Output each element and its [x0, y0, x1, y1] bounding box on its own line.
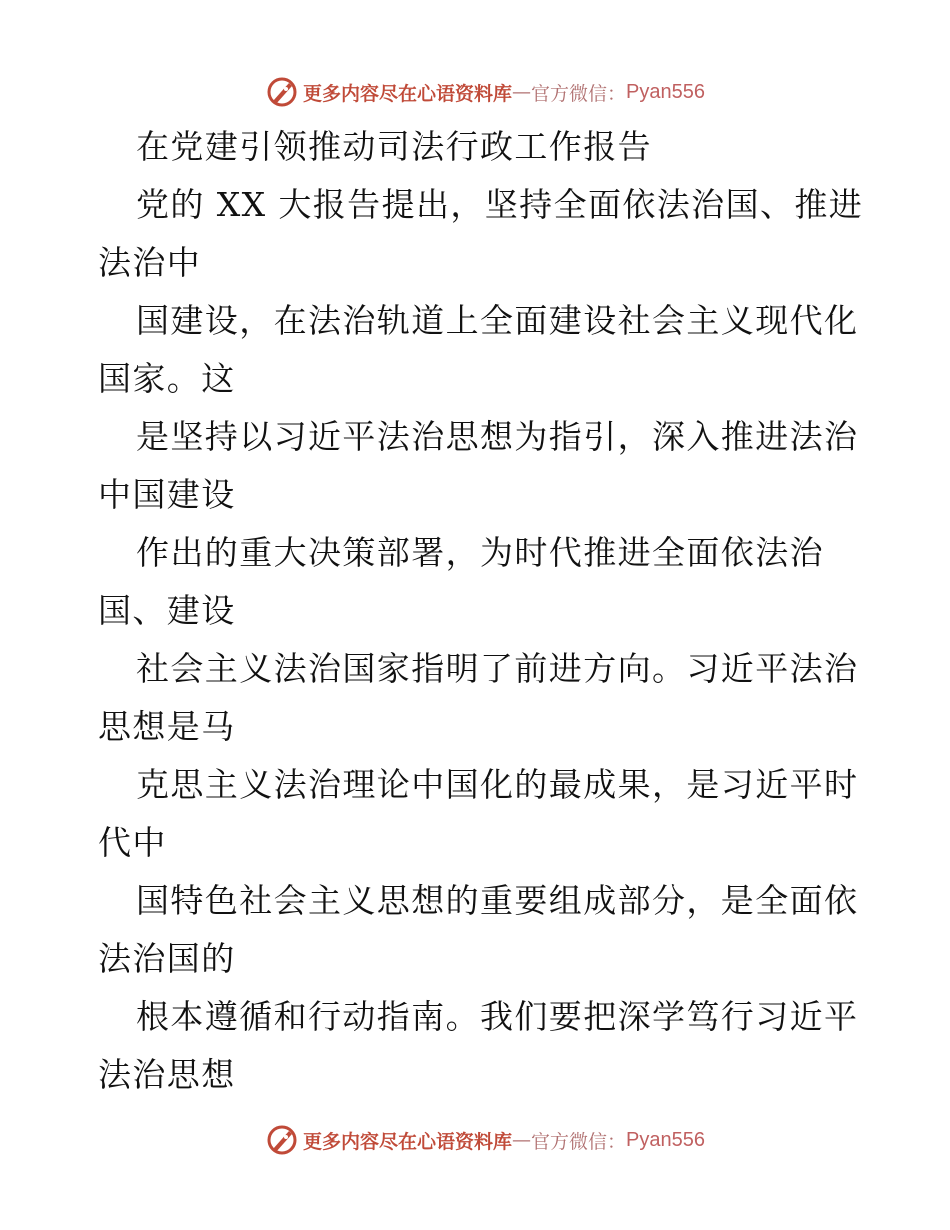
paragraph-line: 国特色社会主义思想的重要组成部分，是全面依	[136, 881, 859, 920]
footer-banner	[0, 1120, 950, 1160]
banner-dash: —	[512, 81, 532, 103]
paragraph-line: 国家。这	[98, 359, 236, 398]
document-title: 在党建引领推动司法行政工作报告	[136, 127, 652, 166]
paragraph-line: 是坚持以习近平法治思想为指引，深入推进法治	[136, 417, 859, 456]
banner-wechat-label: 官方微信：	[531, 1130, 627, 1153]
banner-main-text: 更多内容尽在心语资料库	[303, 82, 513, 105]
paragraph-line: 社会主义法治国家指明了前进方向。习近平法治	[136, 649, 859, 688]
banner-wechat-id: Pyan556	[626, 1128, 705, 1151]
paragraph-line: 作出的重大决策部署，为时代推进全面依法治	[136, 533, 824, 572]
pen-logo-icon	[265, 75, 299, 109]
document-body	[98, 118, 864, 1104]
banner-main-text: 更多内容尽在心语资料库	[303, 1130, 513, 1153]
paragraph-line: 国建设，在法治轨道上全面建设社会主义现代化	[136, 301, 859, 340]
paragraph-line: 代中	[98, 823, 167, 862]
paragraph-line: 思想是马	[98, 707, 236, 746]
paragraph-line: 国、建设	[98, 591, 236, 630]
banner-dash: —	[512, 1129, 532, 1151]
paragraph-line: 中国建设	[98, 475, 236, 514]
paragraph-line: 法治国的	[98, 939, 236, 978]
paragraph-line: 法治思想	[98, 1055, 236, 1094]
paragraph-line: 法治中	[98, 243, 202, 282]
pen-logo-icon	[265, 1123, 299, 1157]
paragraph-line: 根本遵循和行动指南。我们要把深学笃行习近平	[136, 997, 859, 1036]
header-banner	[0, 72, 950, 112]
paragraph-line: 克思主义法治理论中国化的最成果，是习近平时	[136, 765, 859, 804]
paragraph-line: 党的 XX 大报告提出，坚持全面依法治国、推进	[136, 185, 864, 224]
banner-wechat-label: 官方微信：	[531, 82, 627, 105]
banner-wechat-id: Pyan556	[626, 80, 705, 103]
